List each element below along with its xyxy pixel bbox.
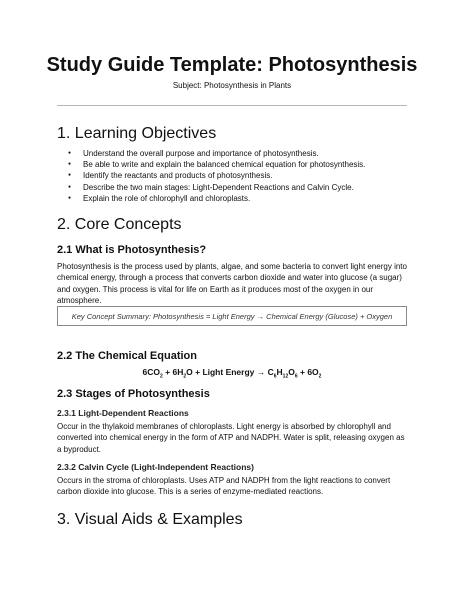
list-item: ● Understand the overall purpose and importance of photosynthesis. xyxy=(57,148,411,159)
section-heading-visual-aids: 3. Visual Aids & Examples xyxy=(57,511,243,528)
list-item: ● Explain the role of chlorophyll and chloroplasts. xyxy=(57,193,411,204)
subheading-light-dependent: 2.3.1 Light-Dependent Reactions xyxy=(57,408,189,418)
section-heading-core-concepts: 2. Core Concepts xyxy=(57,216,182,233)
chemical-equation: $6CO_2 + 6H_2O$ + Light Energy → $C_6H_{12}O_6 + 6O_2$ xyxy=(142,367,322,380)
subheading-chemical-equation: 2.2 The Chemical Equation xyxy=(57,350,197,362)
subheading-calvin-cycle: 2.3.2 Calvin Cycle (Light-Independent Reactions) xyxy=(57,462,254,472)
list-item: ● Describe the two main stages: Light-Dependent Reactions and Calvin Cycle. xyxy=(57,182,411,193)
list-item: ● Be able to write and explain the balanced chemical equation for photosynthesis. xyxy=(57,159,411,170)
subheading-what-is-photosynthesis: 2.1 What is Photosynthesis? xyxy=(57,244,207,256)
page-title: Study Guide Template: Photosynthesis xyxy=(46,54,418,76)
section-heading-objectives: 1. Learning Objectives xyxy=(57,125,217,142)
key-concept-summary-box: Key Concept Summary: Photosynthesis = Light Energy → Chemical Energy (Glucose) + Oxygen xyxy=(57,306,407,326)
subheading-stages: 2.3 Stages of Photosynthesis xyxy=(57,388,210,400)
header-divider xyxy=(57,105,407,106)
subject-line: Subject: Photosynthesis in Plants xyxy=(172,81,292,90)
list-item: ● Identify the reactants and products of photosynthesis. xyxy=(57,170,411,181)
paragraph-light-dependent: Occur in the thylakoid membranes of chloroplasts. Light energy is absorbed by chlorophyll and converted into chemical energy in the form of ATP and NADPH. Water is split, releasing oxygen as a byproduct. xyxy=(57,422,405,454)
paragraph-calvin-cycle: Occurs in the stroma of chloroplasts. Uses ATP and NADPH from the light reactions to convert carbon dioxide into glucose. This is a series of enzyme-mediated reactions. xyxy=(57,476,391,497)
paragraph-what-is-photosynthesis: Photosynthesis is the process used by plants, algae, and some bacteria to convert light energy into chemical energy, through a process that converts carbon dioxide and water into glucose (a sugar) and oxygen. This process is vital for life on Earth as it produces most of the oxygen in our atmosphere. xyxy=(57,262,407,306)
objectives-list xyxy=(57,148,411,204)
